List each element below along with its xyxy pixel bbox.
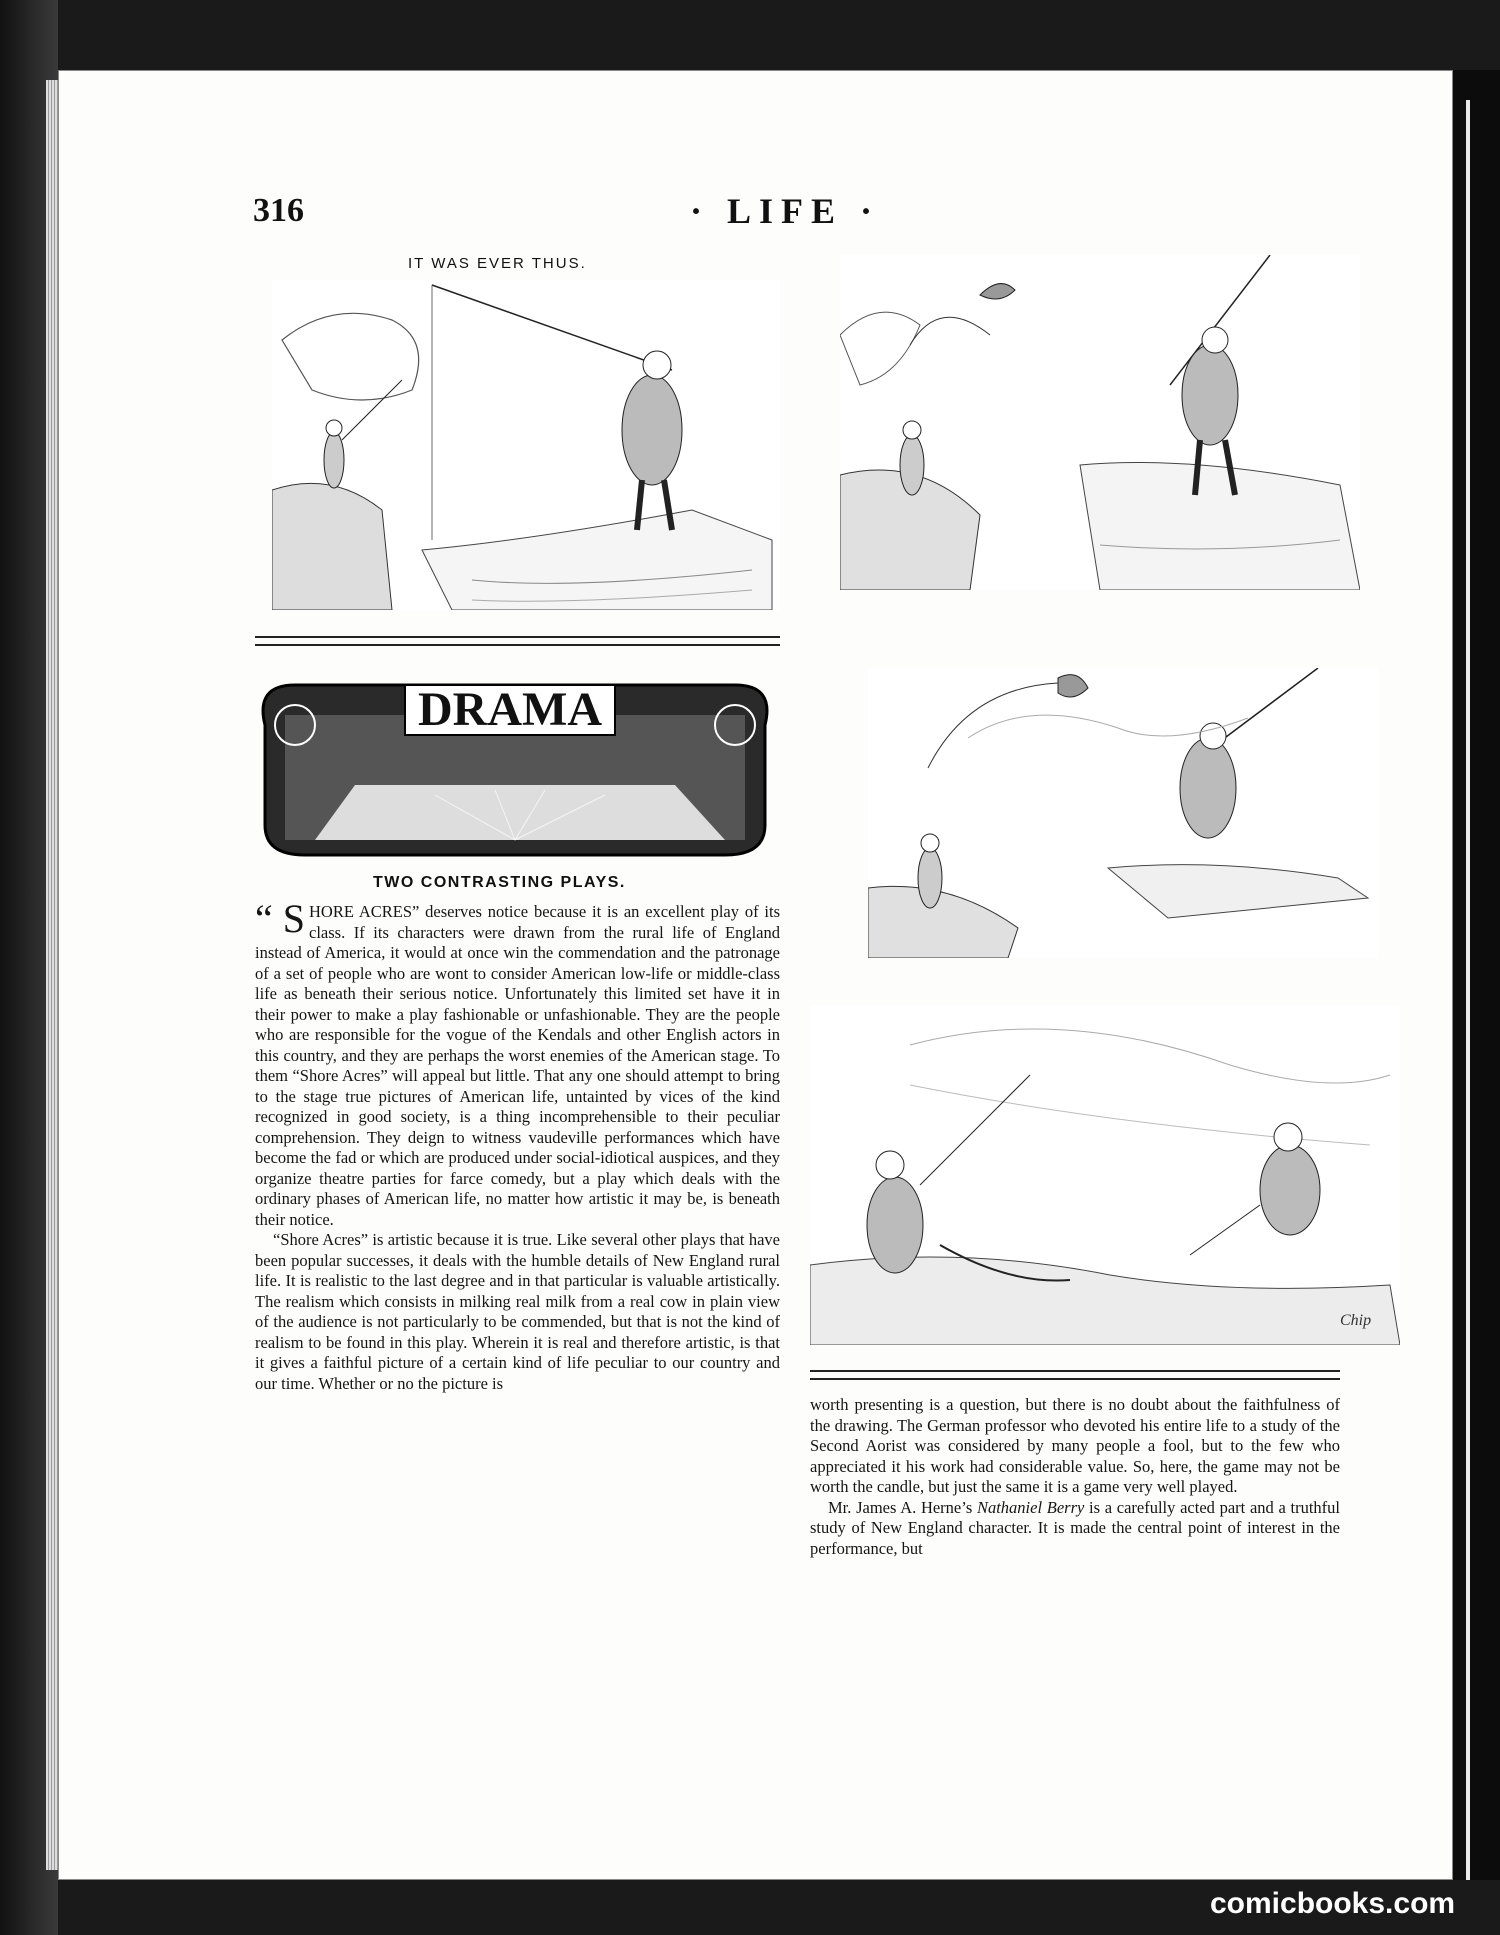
drama-banner bbox=[255, 665, 775, 860]
fishing-illustration-1 bbox=[272, 280, 780, 610]
fishing-illustration-4 bbox=[810, 1005, 1400, 1345]
article-paragraph-2: “Shore Acres” is artistic because it is true. Like several other plays that have been popular successes, it deals with the humble details of New England rural life. It is realistic to the last degree and in that particular is valuable artistically. The realism which consists in milking real milk from a real cow in plain view of the audience is not particularly to be commended, but that is not the kind of realism to be found in this play. Wherein it is real and therefore artistic, is that it gives a faithful picture of a certain kind of life peculiar to our country and our time. Whether or no the picture is bbox=[255, 1230, 780, 1393]
article-column-2 bbox=[810, 1395, 1340, 1559]
paragraph-4-text: is a carefully acted part and a truthful study of New England character. It is made the central point of interest in the performance, but bbox=[810, 1497, 1340, 1558]
cartoon-panel-4 bbox=[810, 1005, 1400, 1345]
scan-right-edge bbox=[1453, 70, 1500, 1880]
fishing-illustration-3 bbox=[868, 668, 1378, 958]
cartoon-panel-3 bbox=[868, 668, 1378, 958]
paragraph-1-text: HORE ACRES” deserves notice because it is an excellent play of its class. If its characters were drawn from the rural life of England instead of America, it would at once win the commendation and the patronage of a set of people who are wont to consider American low-life or middle-class life as beneath their serious notice. Unfortunately this limited set have it in their power to make a play fashionable or unfashionable. They are the people who are responsible for the vogue of the Kendals and other English actors in this country, and they are perhaps the worst enemies of the American stage. To them “Shore Acres” will appeal but little. That any one should attempt to bring to the stage true pictures of American life, untainted by vices of the kind recognized in good society, is a thing incomprehensible to their peculiar comprehension. They deign to witness vaudeville performances which have become the fad or which are produced under social-idiotical auspices, and they organize theatre parties for farce comedy, but a play which deals with the ordinary phases of American life, no matter how artistic it may be, is beneath their notice. bbox=[255, 902, 780, 1229]
cartoon-caption: IT WAS EVER THUS. bbox=[408, 255, 587, 272]
article-column-1 bbox=[255, 896, 780, 1394]
article-title: TWO CONTRASTING PLAYS. bbox=[373, 874, 626, 891]
cartoon-panel-2 bbox=[840, 255, 1360, 590]
article-paragraph-1 bbox=[255, 896, 780, 1230]
cartoon-panel-1 bbox=[272, 280, 780, 610]
character-name: Nathaniel Berry bbox=[976, 1497, 1085, 1517]
section-divider-right bbox=[810, 1370, 1340, 1380]
site-watermark: comicbooks.com bbox=[1210, 1887, 1456, 1920]
fishing-illustration-2 bbox=[840, 255, 1360, 590]
paragraph-4-lead: Mr. James A. Herne’s bbox=[828, 1497, 977, 1517]
magazine-title: · LIFE · bbox=[690, 191, 881, 231]
page-number: 316 bbox=[253, 192, 304, 229]
binding-rule bbox=[1466, 100, 1470, 1880]
article-paragraph-4 bbox=[810, 1498, 1340, 1560]
section-divider-left bbox=[255, 636, 780, 646]
drop-cap: “ S bbox=[255, 896, 305, 941]
article-paragraph-3: worth presenting is a question, but there is no doubt about the faithfulness of the drawing. The German professor who devoted his entire life to a study of the Second Aorist was considered by many people a fool, but to the few who appreciated it his work had considerable value. So, here, the game may not be worth the candle, but just the same it is a game very well played. bbox=[810, 1395, 1340, 1496]
drama-banner-text: DRAMA bbox=[418, 683, 602, 736]
artist-signature: Chip bbox=[1340, 1312, 1372, 1329]
drama-banner-illustration bbox=[255, 665, 775, 860]
